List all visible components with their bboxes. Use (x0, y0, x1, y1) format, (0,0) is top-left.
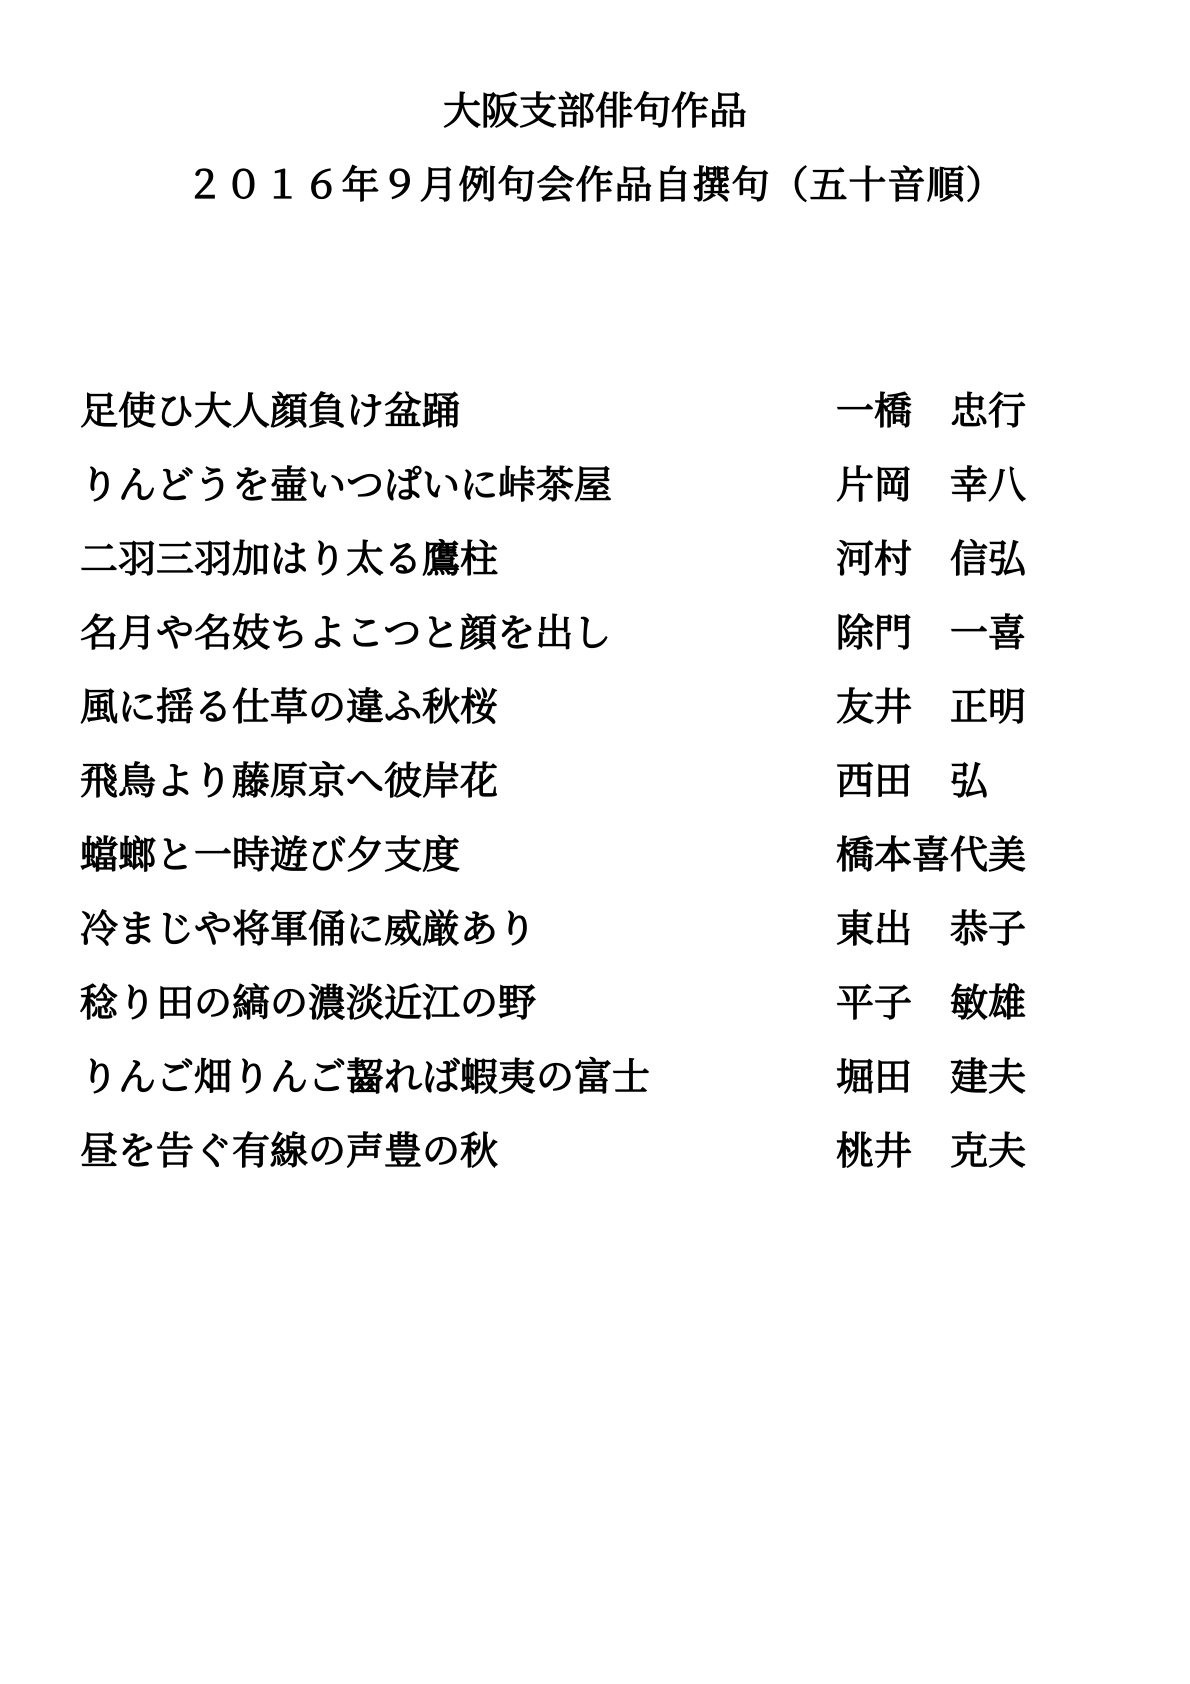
haiku-author: 除門 一喜 (836, 610, 1027, 655)
haiku-author: 桃井 克夫 (836, 1128, 1027, 1173)
haiku-author: 橋本喜代美 (836, 832, 1027, 877)
haiku-entry (80, 462, 1080, 540)
haiku-list (80, 388, 1080, 1206)
haiku-text: 蟷螂と一時遊び夕支度 (80, 832, 461, 877)
haiku-entry (80, 1128, 1080, 1206)
haiku-entry (80, 832, 1080, 910)
haiku-text: 稔り田の縞の濃淡近江の野 (80, 980, 537, 1025)
haiku-text: りんご畑りんご齧れば蝦夷の富士 (80, 1054, 651, 1099)
haiku-entry (80, 610, 1080, 688)
haiku-author: 片岡 幸八 (836, 462, 1027, 507)
haiku-text: 昼を告ぐ有線の声豊の秋 (80, 1128, 499, 1173)
haiku-author: 堀田 建夫 (836, 1054, 1027, 1099)
haiku-author: 平子 敏雄 (836, 980, 1027, 1025)
haiku-text: 飛鳥より藤原京へ彼岸花 (80, 758, 499, 803)
page-subtitle: ２０１６年９月例句会作品自撰句（五十音順） (185, 162, 1005, 207)
haiku-entry (80, 1054, 1080, 1132)
haiku-text: 名月や名妓ちよこつと顔を出し (80, 610, 612, 655)
haiku-author: 河村 信弘 (836, 536, 1027, 581)
haiku-entry (80, 684, 1080, 762)
page-title: 大阪支部俳句作品 (442, 88, 747, 133)
haiku-entry (80, 906, 1080, 984)
haiku-author: 友井 正明 (836, 684, 1027, 729)
haiku-author: 一橋 忠行 (836, 388, 1027, 433)
haiku-entry (80, 758, 1080, 836)
haiku-text: 足使ひ大人顔負け盆踊 (80, 388, 461, 433)
haiku-entry (80, 980, 1080, 1058)
haiku-author: 西田 弘 (836, 758, 989, 803)
haiku-entry (80, 536, 1080, 614)
haiku-text: 風に揺る仕草の違ふ秋桜 (80, 684, 499, 729)
haiku-entry (80, 388, 1080, 466)
haiku-text: りんどうを壷いつぱいに峠茶屋 (80, 462, 613, 507)
haiku-author: 東出 恭子 (836, 906, 1027, 951)
title-block (0, 88, 1190, 207)
haiku-text: 冷まじや将軍俑に威厳あり (80, 906, 537, 951)
haiku-text: 二羽三羽加はり太る鷹柱 (80, 536, 499, 581)
